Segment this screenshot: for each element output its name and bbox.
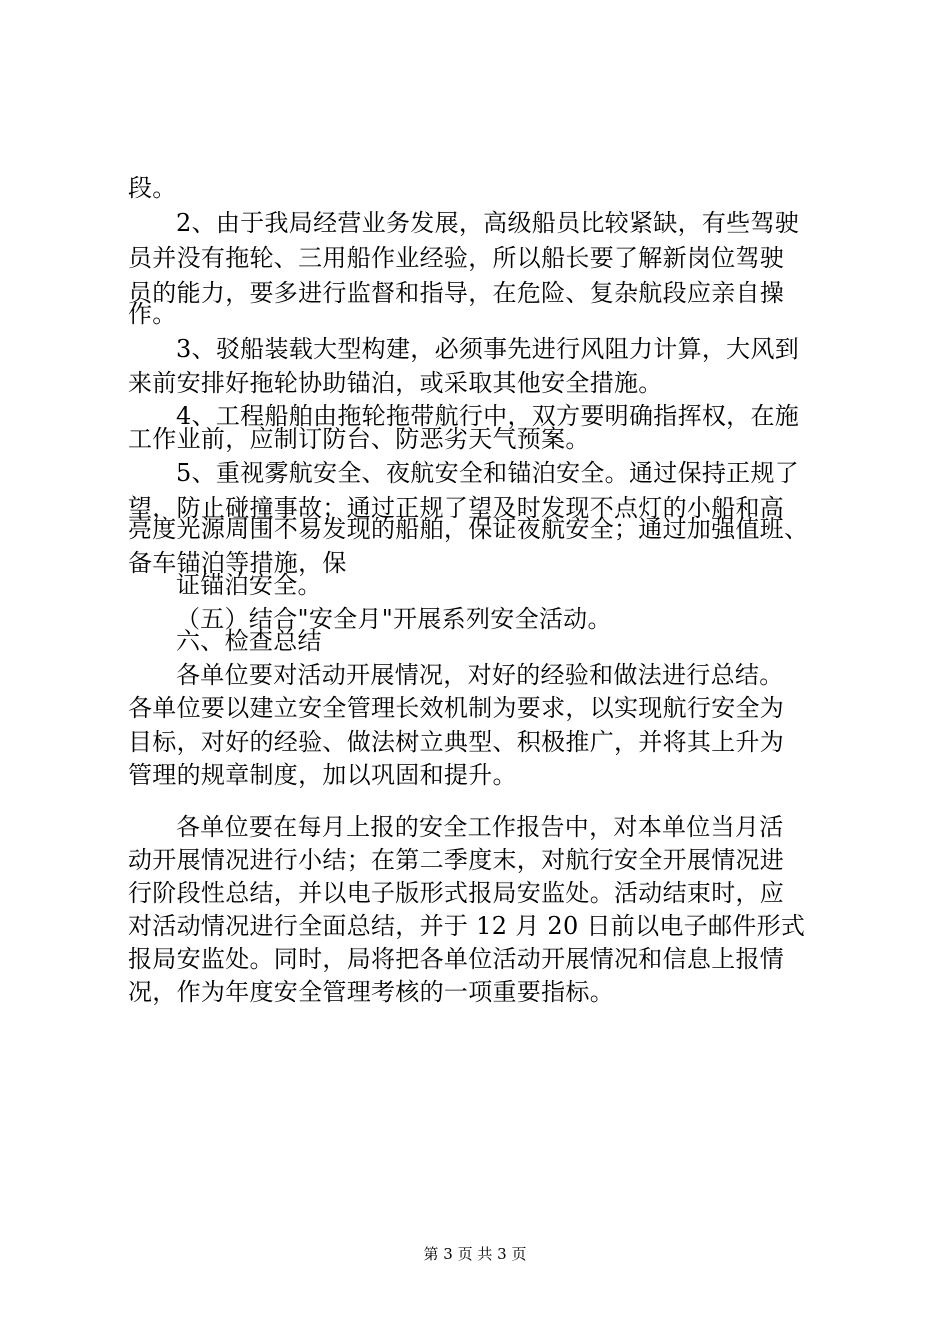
text-line: 六、检查总结 xyxy=(176,627,322,655)
text-line: 亮度光源周围不易发现的船舶，保证夜航安全；通过加强值班、 xyxy=(128,515,809,543)
text-line: 员的能力，要多进行监督和指导，在危险、复杂航段应亲自操 xyxy=(128,279,785,307)
text-line: 作。 xyxy=(128,300,177,328)
text-line: 各单位要对活动开展情况，对好的经验和做法进行总结。 xyxy=(176,661,784,689)
text-line: 管理的规章制度，加以巩固和提升。 xyxy=(128,761,517,789)
text-line: 目标，对好的经验、做法树立典型、积极推广，并将其上升为 xyxy=(128,728,785,756)
text-line: 动开展情况进行小结；在第二季度末，对航行安全开展情况进 xyxy=(128,846,785,874)
text-line: 3、驳船装载大型构建，必须事先进行风阻力计算，大风到 xyxy=(176,335,800,363)
text-line: 各单位要以建立安全管理长效机制为要求，以实现航行安全为 xyxy=(128,694,785,722)
text-line: 报局安监处。同时，局将把各单位活动开展情况和信息上报情 xyxy=(128,945,785,973)
page-footer: 第 3 页 共 3 页 xyxy=(423,1245,527,1263)
text-line: 来前安排好拖轮协助锚泊，或采取其他安全措施。 xyxy=(128,369,663,397)
text-line: 各单位要在每月上报的安全工作报告中，对本单位当月活 xyxy=(176,813,784,841)
text-line: 段。 xyxy=(128,174,177,202)
text-line: （五）结合"安全月"开展系列安全活动。 xyxy=(176,605,612,633)
text-line: 2、由于我局经营业务发展，高级船员比较紧缺，有些驾驶 xyxy=(176,209,800,237)
text-line: 况，作为年度安全管理考核的一项重要指标。 xyxy=(128,978,614,1006)
text-line: 4、工程船舶由拖轮拖带航行中，双方要明确指挥权，在施 xyxy=(176,402,800,430)
text-line: 工作业前，应制订防台、防恶劣天气预案。 xyxy=(128,425,590,453)
text-line: 5、重视雾航安全、夜航安全和锚泊安全。通过保持正规了 xyxy=(176,459,800,487)
text-line: 备车锚泊等措施，保 xyxy=(128,549,347,577)
text-line: 员并没有拖轮、三用船作业经验，所以船长要了解新岗位驾驶 xyxy=(128,244,785,272)
text-line: 行阶段性总结，并以电子版形式报局安监处。活动结束时，应 xyxy=(128,879,785,907)
text-line: 望，防止碰撞事故；通过正规了望及时发现不点灯的小船和高 xyxy=(128,494,785,522)
text-line: 证锚泊安全。 xyxy=(176,571,322,599)
text-line: 对活动情况进行全面总结，并于 12 月 20 日前以电子邮件形式 xyxy=(128,912,806,940)
